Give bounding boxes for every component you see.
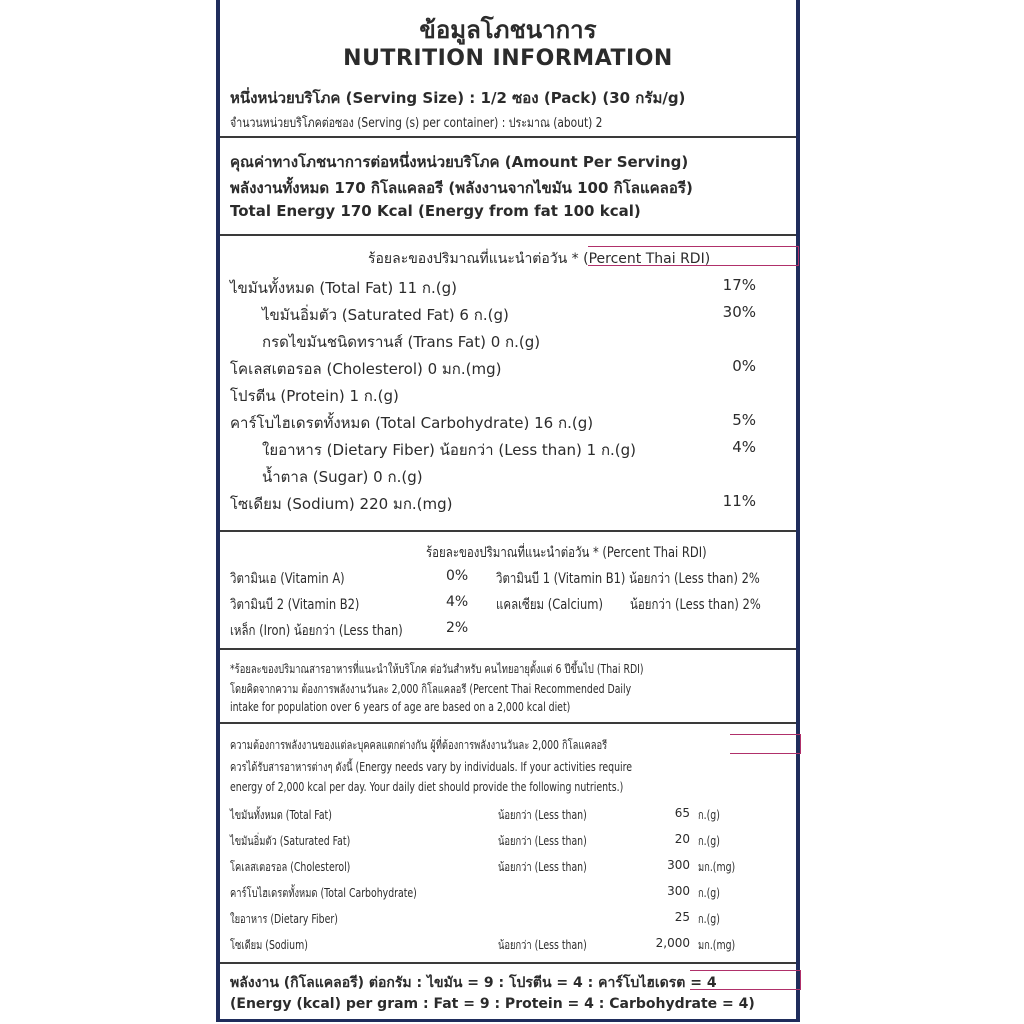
serving-size: หนึ่งหน่วยบริโภค (Serving Size) : 1/2 ซอง (Pack) (30 กรัม/g) xyxy=(230,89,686,107)
annotation-mark xyxy=(730,734,801,754)
vitamin-a-percent: 0% xyxy=(446,568,469,584)
vitamin-b2-percent: 4% xyxy=(446,594,469,610)
daily-value-unit: ก.(g) xyxy=(698,808,720,822)
nutrient-percent: 30% xyxy=(722,303,756,321)
daily-values-intro-1: ความต้องการพลังงานของแต่ละบุคคลแตกต่างกัน ผู้ที่ต้องการพลังงานวันละ 2,000 กิโลแคลอรี xyxy=(230,738,608,752)
footnote-line-1: *ร้อยละของปริมาณสารอาหารที่แนะนำให้บริโภค ต่อวันสำหรับ คนไทยอายุตั้งแต่ 6 ปีขึ้นไป (Thai RDI) xyxy=(230,662,644,676)
vitamins-section xyxy=(220,532,796,650)
vitamin-b1-label: วิตามินบี 1 (Vitamin B1) น้อยกว่า (Less than) 2% xyxy=(496,571,760,587)
nutrient-label: กรดไขมันชนิดทรานส์ (Trans Fat) 0 ก.(g) xyxy=(262,333,541,351)
annotation-mark xyxy=(588,246,799,266)
nutrients-section xyxy=(220,236,796,532)
energy-section xyxy=(220,138,796,236)
daily-values-intro-2: ควรได้รับสารอาหารต่างๆ ดังนี้ (Energy needs vary by individuals. If your activities require xyxy=(230,760,633,774)
nutrient-label: น้ำตาล (Sugar) 0 ก.(g) xyxy=(262,468,423,486)
iron-percent: 2% xyxy=(446,620,469,636)
daily-value-unit: มก.(mg) xyxy=(698,938,736,952)
amount-per-serving: คุณค่าทางโภชนาการต่อหนึ่งหน่วยบริโภค (Amount Per Serving) xyxy=(230,153,689,171)
daily-value-amount: 300 xyxy=(667,858,690,872)
daily-value-amount: 300 xyxy=(667,884,690,898)
daily-value-qualifier: น้อยกว่า (Less than) xyxy=(498,834,587,848)
nutrient-label: โซเดียม (Sodium) 220 มก.(mg) xyxy=(230,495,453,513)
footnote-line-3: intake for population over 6 years of age are based on a 2,000 kcal diet) xyxy=(230,700,571,714)
daily-value-amount: 2,000 xyxy=(655,936,690,950)
iron-label: เหล็ก (Iron) น้อยกว่า (Less than) xyxy=(230,623,403,639)
daily-value-unit: ก.(g) xyxy=(698,834,720,848)
nutrient-percent: 5% xyxy=(732,411,756,429)
nutrition-label xyxy=(216,0,800,1022)
energy-per-gram-section xyxy=(220,964,796,1020)
nutrient-label: คาร์โบไฮเดรตทั้งหมด (Total Carbohydrate) 16 ก.(g) xyxy=(230,414,594,432)
calcium-label: แคลเซียม (Calcium) xyxy=(496,597,603,613)
nutrient-label: ไขมันทั้งหมด (Total Fat) 11 ก.(g) xyxy=(230,279,457,297)
annotation-mark xyxy=(690,970,801,990)
title-english: NUTRITION INFORMATION xyxy=(343,46,673,71)
total-energy-english: Total Energy 170 Kcal (Energy from fat 100 kcal) xyxy=(230,202,641,220)
daily-value-amount: 65 xyxy=(674,806,690,820)
vitamin-rdi-header: ร้อยละของปริมาณที่แนะนำต่อวัน * (Percent Thai RDI) xyxy=(426,545,707,561)
nutrient-percent: 4% xyxy=(732,438,756,456)
daily-value-unit: ก.(g) xyxy=(698,912,720,926)
vitamin-a-label: วิตามินเอ (Vitamin A) xyxy=(230,571,345,587)
daily-value-label: คาร์โบไฮเดรตทั้งหมด (Total Carbohydrate) xyxy=(230,886,417,900)
footnote-line-2: โดยคิดจากความ ต้องการพลังงานวันละ 2,000 กิโลแคลอรี (Percent Thai Recommended Daily xyxy=(230,682,632,696)
daily-values-intro-3: energy of 2,000 kcal per day. Your daily diet should provide the following nutrients.) xyxy=(230,780,624,794)
daily-value-qualifier: น้อยกว่า (Less than) xyxy=(498,938,587,952)
title-thai: ข้อมูลโภชนาการ xyxy=(419,16,597,44)
daily-value-qualifier: น้อยกว่า (Less than) xyxy=(498,860,587,874)
energy-per-gram-english: (Energy (kcal) per gram : Fat = 9 : Protein = 4 : Carbohydrate = 4) xyxy=(230,996,755,1012)
daily-value-amount: 20 xyxy=(674,832,690,846)
nutrient-label: โคเลสเตอรอล (Cholesterol) 0 มก.(mg) xyxy=(230,360,502,378)
nutrient-percent: 11% xyxy=(722,492,756,510)
nutrient-percent: 17% xyxy=(722,276,756,294)
header-section xyxy=(220,0,796,138)
vitamin-b2-label: วิตามินบี 2 (Vitamin B2) xyxy=(230,597,360,613)
daily-value-label: โซเดียม (Sodium) xyxy=(230,938,308,952)
daily-value-unit: มก.(mg) xyxy=(698,860,736,874)
daily-value-amount: 25 xyxy=(674,910,690,924)
total-energy-thai: พลังงานทั้งหมด 170 กิโลแคลอรี (พลังงานจากไขมัน 100 กิโลแคลอรี) xyxy=(230,179,693,197)
nutrient-label: ใยอาหาร (Dietary Fiber) น้อยกว่า (Less than) 1 ก.(g) xyxy=(262,441,637,459)
servings-per-container: จำนวนหน่วยบริโภคต่อซอง (Serving (s) per container) : ประมาณ (about) 2 xyxy=(230,116,603,131)
daily-value-label: ไขมันอิ่มตัว (Saturated Fat) xyxy=(230,834,351,848)
rdi-header: ร้อยละของปริมาณที่แนะนำต่อวัน * (Percent Thai RDI) xyxy=(368,251,711,267)
daily-value-qualifier: น้อยกว่า (Less than) xyxy=(498,808,587,822)
daily-values-section xyxy=(220,724,796,964)
energy-per-gram-thai: พลังงาน (กิโลแคลอรี) ต่อกรัม : ไขมัน = 9 : โปรตีน = 4 : คาร์โบไฮเดรต = 4 xyxy=(230,975,717,991)
daily-value-label: โคเลสเตอรอล (Cholesterol) xyxy=(230,860,351,874)
daily-value-unit: ก.(g) xyxy=(698,886,720,900)
calcium-percent: น้อยกว่า (Less than) 2% xyxy=(630,597,761,613)
nutrient-label: ไขมันอิ่มตัว (Saturated Fat) 6 ก.(g) xyxy=(262,306,509,324)
nutrient-label: โปรตีน (Protein) 1 ก.(g) xyxy=(230,387,399,405)
daily-value-label: ไขมันทั้งหมด (Total Fat) xyxy=(230,808,332,822)
nutrient-percent: 0% xyxy=(732,357,756,375)
footnote-section xyxy=(220,650,796,724)
daily-value-label: ใยอาหาร (Dietary Fiber) xyxy=(230,912,338,926)
